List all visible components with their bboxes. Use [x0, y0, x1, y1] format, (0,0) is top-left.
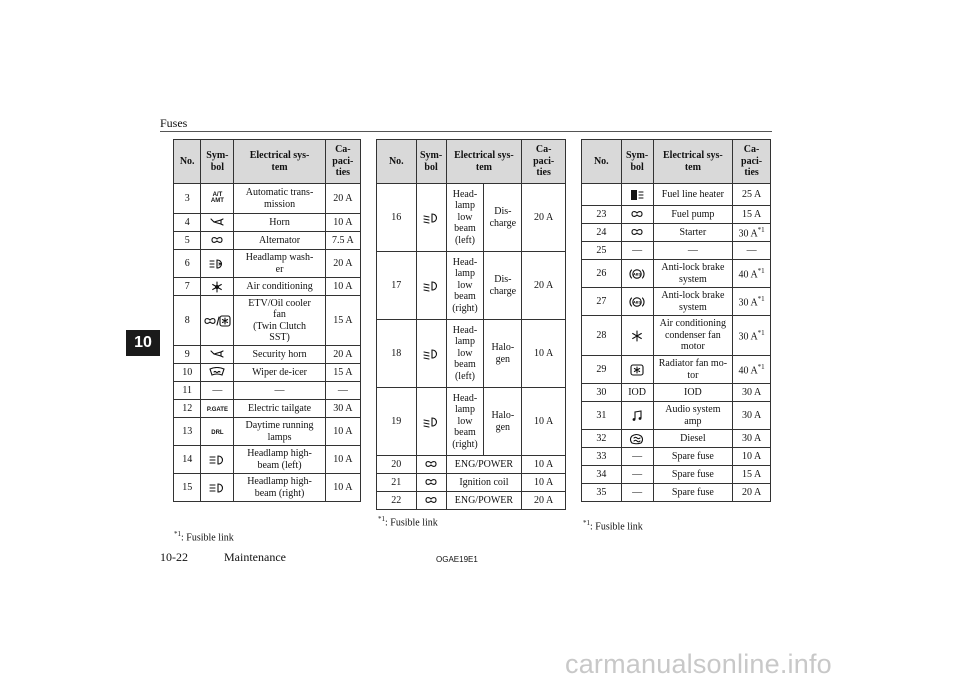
capacity-cell: 25 A — [733, 184, 771, 206]
col-no: No. — [174, 140, 201, 184]
system-cell: Headlamp high- beam (left) — [234, 446, 325, 474]
fuse-number: 12 — [174, 400, 201, 418]
table-row — [377, 388, 566, 456]
etv-oil-cooler-icon — [203, 315, 231, 327]
fuse-number: 14 — [174, 446, 201, 474]
table-row — [582, 260, 771, 288]
fuse-table-2 — [376, 139, 566, 510]
fuse-icon — [424, 495, 438, 505]
svg-text:ABS: ABS — [633, 272, 641, 276]
capacity-cell: 30 A — [733, 402, 771, 430]
table-row — [377, 320, 566, 388]
table-row — [582, 316, 771, 356]
symbol-cell — [416, 456, 446, 474]
fuse-number: 20 — [377, 456, 417, 474]
capacity-cell: 20 A — [522, 184, 566, 252]
col-capacity: Ca- paci- ties — [522, 140, 566, 184]
fuse-number: 5 — [174, 232, 201, 250]
symbol-cell — [201, 474, 234, 502]
table-row — [174, 364, 361, 382]
capacity-cell: 10 A — [522, 456, 566, 474]
symbol-cell — [201, 184, 234, 214]
capacity-cell: 10 A — [522, 388, 566, 456]
fuse-number: 19 — [377, 388, 417, 456]
fuse-number: 8 — [174, 296, 201, 346]
symbol-cell — [416, 252, 446, 320]
col-symbol: Sym- bol — [416, 140, 446, 184]
fuse-number: 22 — [377, 492, 417, 510]
system-cell: Alternator — [234, 232, 325, 250]
symbol-cell: — — [621, 448, 653, 466]
diesel-icon — [629, 433, 645, 445]
system-cell: Ignition coil — [446, 474, 522, 492]
col-system: Electrical sys- tem — [446, 140, 522, 184]
table-row — [582, 430, 771, 448]
table-row — [174, 296, 361, 346]
system-cell: Air conditioning condenser fan motor — [653, 316, 733, 356]
table-row — [377, 456, 566, 474]
table-row — [174, 346, 361, 364]
fuse-number: 7 — [174, 278, 201, 296]
capacity-cell: 20 A — [522, 492, 566, 510]
symbol-cell: — — [621, 242, 653, 260]
table-row — [174, 278, 361, 296]
table-row — [377, 184, 566, 252]
system-cell: Spare fuse — [653, 484, 733, 502]
capacity-cell: 40 A$^{*1}$ — [733, 260, 771, 288]
bulb-type-cell: Dis- charge — [484, 252, 522, 320]
table-row — [174, 184, 361, 214]
capacity-cell: 40 A$^{*1}$ — [733, 356, 771, 384]
footnote-1: $^{*1}$: Fusible link — [174, 530, 234, 544]
symbol-cell — [416, 388, 446, 456]
col-no: No. — [582, 140, 622, 184]
chapter-tab: 10 — [126, 330, 160, 356]
fuse-number: 29 — [582, 356, 622, 384]
table-row — [582, 184, 771, 206]
capacity-cell: — — [733, 242, 771, 260]
table-row — [174, 446, 361, 474]
condenser-fan-icon — [631, 330, 643, 342]
fuse-icon — [210, 235, 224, 245]
headlamp-low-icon — [423, 212, 439, 224]
fuse-icon — [630, 209, 644, 219]
system-cell: ETV/Oil cooler fan (Twin Clutch SST) — [234, 296, 325, 346]
symbol-cell — [416, 184, 446, 252]
headlamp-washer-icon — [209, 258, 225, 270]
symbol-cell — [201, 232, 234, 250]
fuse-table-1 — [173, 139, 361, 502]
system-cell: Fuel line heater — [653, 184, 733, 206]
table-row — [174, 418, 361, 446]
table-row — [174, 214, 361, 232]
table-row — [582, 356, 771, 384]
wiper-deicer-icon — [209, 367, 225, 377]
headlamp-low-icon — [423, 416, 439, 428]
symbol-cell: — — [201, 382, 234, 400]
capacity-cell: 10 A — [325, 418, 360, 446]
fuse-number: 17 — [377, 252, 417, 320]
system-cell: Daytime running lamps — [234, 418, 325, 446]
symbol-cell — [416, 320, 446, 388]
table-row — [174, 400, 361, 418]
table-row — [582, 206, 771, 224]
symbol-cell — [201, 278, 234, 296]
table-row — [174, 382, 361, 400]
fuse-number: 28 — [582, 316, 622, 356]
fuse-number: 21 — [377, 474, 417, 492]
audio-icon — [631, 410, 643, 422]
electric-tailgate-icon: P.GATE — [206, 406, 228, 413]
system-cell: Headlamp wash- er — [234, 250, 325, 278]
capacity-cell: 15 A — [325, 364, 360, 382]
col-capacity: Ca- paci- ties — [733, 140, 771, 184]
footnote-2: $^{*1}$: Fusible link — [378, 515, 438, 529]
fuse-number — [582, 184, 622, 206]
col-system: Electrical sys- tem — [234, 140, 325, 184]
table-row — [174, 232, 361, 250]
bulb-type-cell: Halo- gen — [484, 320, 522, 388]
capacity-cell: 20 A — [325, 184, 360, 214]
system-cell: Air conditioning — [234, 278, 325, 296]
automatic-transmission-icon: A/T AMT — [210, 191, 224, 204]
capacity-cell: 20 A — [733, 484, 771, 502]
symbol-cell — [621, 316, 653, 356]
horn-icon — [210, 217, 224, 227]
col-system: Electrical sys- tem — [653, 140, 733, 184]
fuel-line-heater-icon — [630, 189, 644, 201]
fuse-number: 13 — [174, 418, 201, 446]
bulb-type-cell: Halo- gen — [484, 388, 522, 456]
system-cell: Security horn — [234, 346, 325, 364]
abs-icon — [629, 268, 645, 280]
system-cell: Wiper de-icer — [234, 364, 325, 382]
col-symbol: Sym- bol — [201, 140, 234, 184]
drl-icon: DRL — [211, 429, 224, 436]
footnote-3: $^{*1}$: Fusible link — [583, 519, 643, 533]
fuse-number: 9 — [174, 346, 201, 364]
symbol-cell — [621, 184, 653, 206]
fuse-number: 23 — [582, 206, 622, 224]
symbol-cell — [201, 346, 234, 364]
symbol-cell — [201, 214, 234, 232]
fuse-number: 11 — [174, 382, 201, 400]
capacity-cell: 15 A — [733, 206, 771, 224]
system-cell: Diesel — [653, 430, 733, 448]
footer-section: Maintenance — [224, 550, 286, 564]
fuse-number: 35 — [582, 484, 622, 502]
symbol-cell — [621, 288, 653, 316]
system-cell: Head- lamp low beam (right) — [446, 252, 484, 320]
capacity-cell: — — [325, 382, 360, 400]
fuse-number: 6 — [174, 250, 201, 278]
capacity-cell: 20 A — [325, 346, 360, 364]
col-symbol: Sym- bol — [621, 140, 653, 184]
system-cell: Radiator fan mo- tor — [653, 356, 733, 384]
system-cell: Head- lamp low beam (left) — [446, 184, 484, 252]
system-cell: IOD — [653, 384, 733, 402]
fuse-number: 25 — [582, 242, 622, 260]
symbol-cell — [416, 474, 446, 492]
capacity-cell: 10 A — [325, 214, 360, 232]
fuse-number: 33 — [582, 448, 622, 466]
symbol-cell — [621, 430, 653, 448]
system-cell: Spare fuse — [653, 466, 733, 484]
table-row — [377, 474, 566, 492]
fuse-table-3 — [581, 139, 771, 502]
system-cell: ENG/POWER — [446, 456, 522, 474]
capacity-cell: 30 A — [325, 400, 360, 418]
fuse-number: 15 — [174, 474, 201, 502]
symbol-cell — [201, 296, 234, 346]
symbol-cell: — — [621, 484, 653, 502]
fuse-number: 32 — [582, 430, 622, 448]
system-cell: Anti-lock brake system — [653, 288, 733, 316]
capacity-cell: 10 A — [325, 474, 360, 502]
table-row — [174, 250, 361, 278]
fuse-number: 4 — [174, 214, 201, 232]
symbol-cell — [201, 400, 234, 418]
system-cell: Horn — [234, 214, 325, 232]
headlamp-low-icon — [423, 280, 439, 292]
capacity-cell: 30 A$^{*1}$ — [733, 316, 771, 356]
fuse-number: 3 — [174, 184, 201, 214]
capacity-cell: 30 A$^{*1}$ — [733, 288, 771, 316]
capacity-cell: 20 A — [522, 252, 566, 320]
capacity-cell: 10 A — [733, 448, 771, 466]
symbol-cell — [201, 364, 234, 382]
capacity-cell: 10 A — [325, 446, 360, 474]
fuse-number: 18 — [377, 320, 417, 388]
fuse-number: 31 — [582, 402, 622, 430]
system-cell: Electric tailgate — [234, 400, 325, 418]
system-cell: Headlamp high- beam (right) — [234, 474, 325, 502]
air-conditioning-icon — [211, 281, 223, 293]
capacity-cell: 10 A — [325, 278, 360, 296]
system-cell: Starter — [653, 224, 733, 242]
bulb-type-cell: Dis- charge — [484, 184, 522, 252]
horn-icon — [210, 349, 224, 359]
capacity-cell: 10 A — [522, 320, 566, 388]
headlamp-high-icon — [209, 482, 225, 494]
fuse-icon — [424, 477, 438, 487]
svg-text:ABS: ABS — [633, 300, 641, 304]
fuse-number: 26 — [582, 260, 622, 288]
capacity-cell: 15 A — [733, 466, 771, 484]
table-row — [377, 252, 566, 320]
table-row — [582, 466, 771, 484]
fuse-number: 27 — [582, 288, 622, 316]
system-cell: Fuel pump — [653, 206, 733, 224]
system-cell: — — [234, 382, 325, 400]
symbol-cell — [416, 492, 446, 510]
capacity-cell: 30 A — [733, 430, 771, 448]
col-capacity: Ca- paci- ties — [325, 140, 360, 184]
system-cell: — — [653, 242, 733, 260]
headlamp-high-icon — [209, 454, 225, 466]
capacity-cell: 30 A — [733, 384, 771, 402]
table-row — [582, 384, 771, 402]
watermark: carmanualsonline.info — [565, 649, 832, 679]
table-row — [582, 288, 771, 316]
radiator-fan-icon — [630, 364, 644, 376]
system-cell: ENG/POWER — [446, 492, 522, 510]
capacity-cell: 20 A — [325, 250, 360, 278]
table-row — [582, 242, 771, 260]
symbol-cell — [621, 224, 653, 242]
capacity-cell: 15 A — [325, 296, 360, 346]
table-row — [582, 448, 771, 466]
capacity-cell: 10 A — [522, 474, 566, 492]
fuse-number: 24 — [582, 224, 622, 242]
table-row — [582, 402, 771, 430]
system-cell: Head- lamp low beam (right) — [446, 388, 484, 456]
document-code: OGAE19E1 — [436, 555, 478, 564]
symbol-cell: — — [621, 466, 653, 484]
symbol-cell — [621, 260, 653, 288]
symbol-cell: IOD — [621, 384, 653, 402]
system-cell: Spare fuse — [653, 448, 733, 466]
fuse-number: 30 — [582, 384, 622, 402]
system-cell: Head- lamp low beam (left) — [446, 320, 484, 388]
col-no: No. — [377, 140, 417, 184]
abs-icon — [629, 296, 645, 308]
fuse-number: 10 — [174, 364, 201, 382]
symbol-cell — [201, 446, 234, 474]
table-row — [582, 484, 771, 502]
symbol-cell — [201, 418, 234, 446]
fuse-icon — [424, 459, 438, 469]
table-row — [582, 224, 771, 242]
fuse-number: 34 — [582, 466, 622, 484]
system-cell: Anti-lock brake system — [653, 260, 733, 288]
capacity-cell: 30 A$^{*1}$ — [733, 224, 771, 242]
section-title: Fuses — [160, 116, 188, 130]
system-cell: Automatic trans- mission — [234, 184, 325, 214]
symbol-cell — [201, 250, 234, 278]
header-rule — [160, 131, 772, 132]
fuse-icon — [630, 227, 644, 237]
symbol-cell — [621, 356, 653, 384]
symbol-cell — [621, 402, 653, 430]
page-number: 10-22 — [160, 550, 188, 564]
headlamp-low-icon — [423, 348, 439, 360]
system-cell: Audio system amp — [653, 402, 733, 430]
table-row — [377, 492, 566, 510]
table-row — [174, 474, 361, 502]
fuse-number: 16 — [377, 184, 417, 252]
capacity-cell: 7.5 A — [325, 232, 360, 250]
symbol-cell — [621, 206, 653, 224]
